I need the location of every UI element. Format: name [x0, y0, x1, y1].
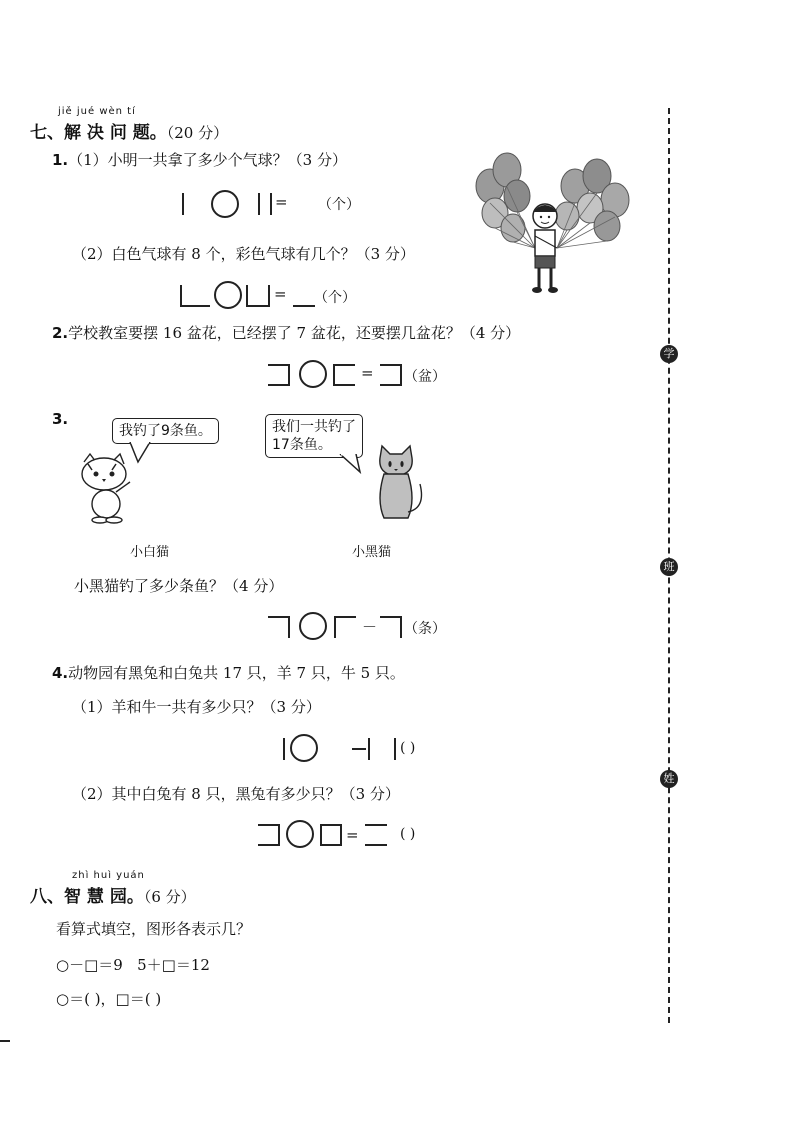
margin-seal-2: 班	[660, 558, 678, 576]
question-2-text: 学校教室要摆 16 盆花，已经摆了 7 盆花，还要摆几盆花？（4 分）	[68, 324, 521, 342]
question-1-number: 1.	[52, 151, 69, 169]
question-1-part1	[52, 149, 347, 170]
section8-pinyin: zhì huì yuán	[72, 870, 145, 881]
question-4-text: 动物园有黑兔和白兔共 17 只，羊 7 只，牛 5 只。	[68, 664, 405, 682]
question-1-part2-text: （2）白色气球有 8 个，彩色气球有几个？（3 分）	[72, 245, 415, 263]
question-1-unit-1: （个）	[318, 197, 360, 213]
white-cat-speech-bubble: 我钓了9条鱼。	[112, 418, 219, 444]
question-3-text: 小黑猫钓了多少条鱼？（4 分）	[74, 577, 284, 595]
black-cat-speech-bubble: 我们一共钓了 17条鱼。	[265, 414, 363, 458]
white-cat-illustration	[76, 452, 138, 524]
question-1-unit-2: （个）	[314, 290, 356, 306]
question-3-unit: （条）	[404, 621, 446, 637]
boy-with-balloons-illustration	[465, 148, 640, 298]
question-4-number: 4.	[52, 664, 69, 682]
question-4-part1-text: （1）羊和牛一共有多少只？（3 分）	[72, 698, 321, 716]
section8-instruction: 看算式填空，图形各表示几？	[56, 920, 252, 938]
question-4-unit-2: ( )	[400, 826, 416, 842]
question-2	[52, 322, 520, 343]
section8-equation-1: ○－□＝9	[56, 956, 123, 974]
question-2-number: 2.	[52, 324, 69, 342]
corner-mark	[0, 1040, 10, 1042]
black-cat-bubble-tail	[338, 454, 368, 476]
black-cat-illustration	[370, 444, 430, 524]
black-cat-label: 小黑猫	[352, 545, 392, 560]
section7-pinyin: jiě jué wèn tí	[58, 106, 136, 117]
section8-equations	[56, 954, 210, 975]
question-2-unit: （盆）	[404, 369, 446, 385]
question-4-part2-text: （2）其中白兔有 8 只，黑兔有多少只？（3 分）	[72, 785, 400, 803]
margin-seal-3: 姓	[660, 770, 678, 788]
section7-title: 七、解 决 问 题。	[30, 123, 167, 143]
section8-title: 八、智 慧 园。	[30, 887, 144, 907]
question-4	[52, 662, 405, 683]
margin-seal-1: 学	[660, 345, 678, 363]
section7-score: （20 分）	[166, 124, 229, 142]
section8-score: （6 分）	[143, 888, 196, 906]
question-1-part1-text: （1）小明一共拿了多少个气球？（3 分）	[68, 151, 347, 169]
section7-heading	[30, 118, 228, 143]
section8-heading	[30, 882, 196, 907]
white-cat-label: 小白猫	[130, 545, 170, 560]
section8-equation-2: 5＋□＝12	[137, 956, 210, 974]
question-3-number: 3.	[52, 410, 69, 428]
question-4-unit-1: ( )	[400, 740, 416, 756]
section8-answer-line: ○＝( )，□＝( )	[56, 990, 162, 1008]
